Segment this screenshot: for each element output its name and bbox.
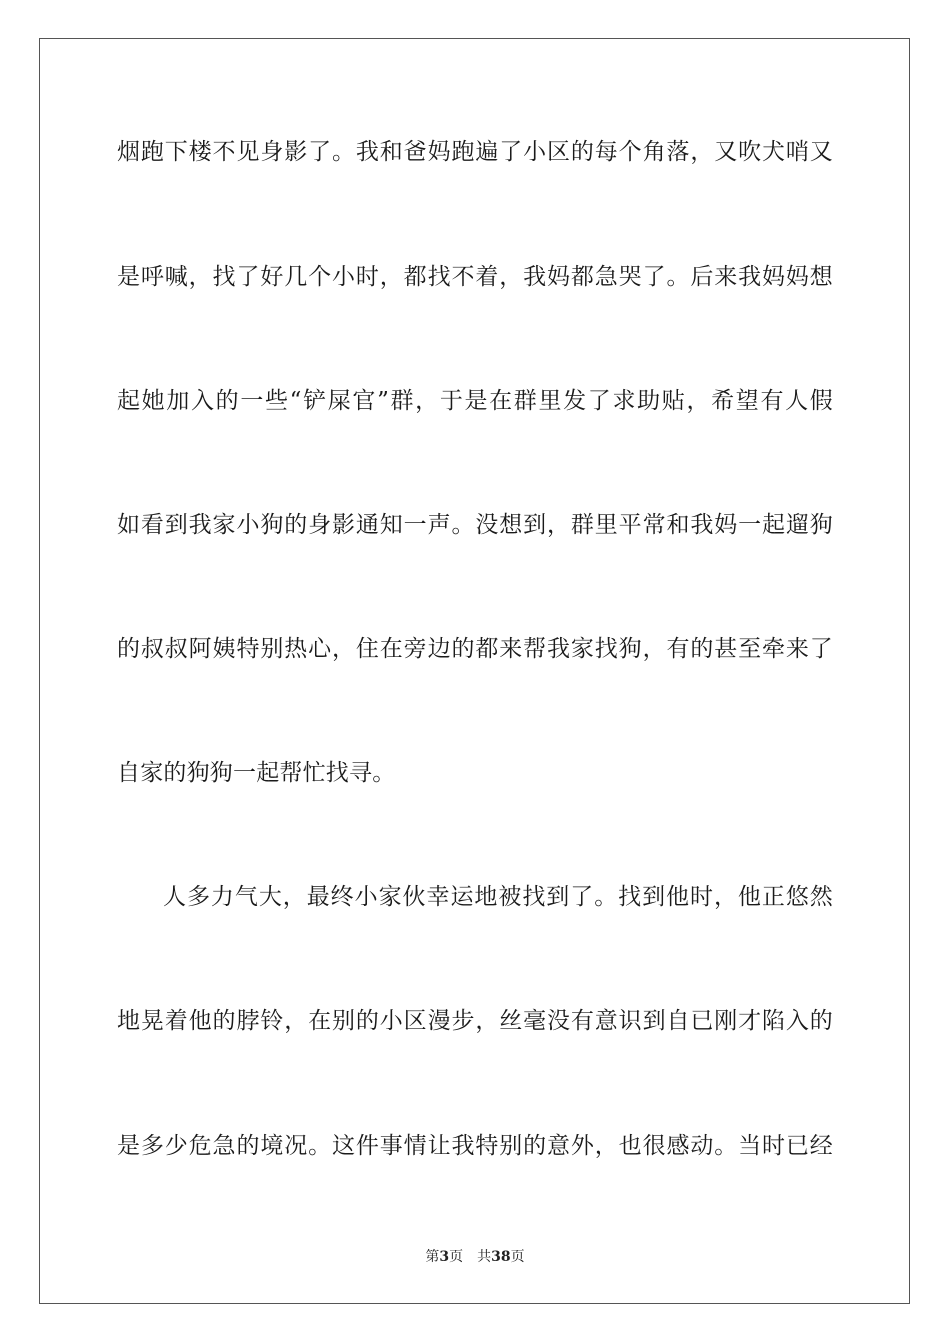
page-unit: 页 (449, 1249, 464, 1265)
text-line: 自家的狗狗一起帮忙找寻。 (117, 760, 396, 786)
text-line: 是多少危急的境况。这件事情让我特别的意外，也很感动。当时已经 (117, 1133, 833, 1159)
paragraph-first-line: 人多力气大，最终小家伙幸运地被找到了。找到他时，他正悠然 (163, 884, 833, 910)
text-line: 如看到我家小狗的身影通知一声。没想到，群里平常和我妈一起遛狗 (117, 512, 833, 538)
page-footer (0, 1248, 950, 1266)
text-line: 起她加入的一些“铲屎官”群，于是在群里发了求助贴，希望有人假 (117, 388, 833, 414)
text-line: 的叔叔阿姨特别热心，住在旁边的都来帮我家找狗，有的甚至牵来了 (117, 636, 833, 662)
current-page-number: 3 (439, 1249, 450, 1265)
text-line: 地晃着他的脖铃，在别的小区漫步，丝毫没有意识到自已刚才陷入的 (117, 1008, 833, 1034)
total-unit: 页 (510, 1249, 525, 1265)
text-line: 是呼喊，找了好几个小时，都找不着，我妈都急哭了。后来我妈妈想 (117, 264, 833, 290)
total-page-number: 38 (491, 1249, 511, 1265)
text-line: 烟跑下楼不见身影了。我和爸妈跑遍了小区的每个角落，又吹犬哨又 (117, 139, 833, 165)
total-prefix: 共 (477, 1249, 492, 1265)
page-border (39, 38, 910, 1304)
page-prefix: 第 (425, 1249, 440, 1265)
